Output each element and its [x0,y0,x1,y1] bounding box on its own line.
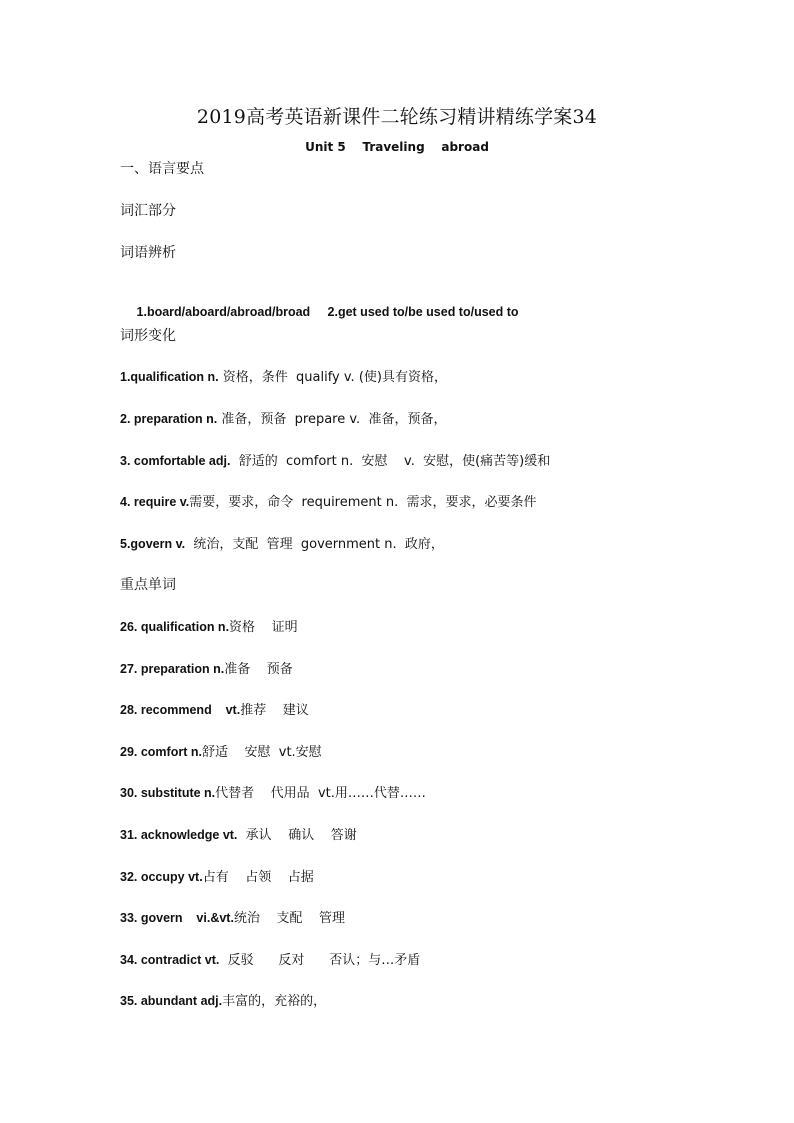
key-word-term: 33. govern vi.&vt. [120,911,234,925]
word-form-item [120,452,760,471]
word-form-meaning: 舒适的 comfort n. 安慰 v. 安慰，使(痛苦等)缓和 [230,454,551,469]
key-word-term: 31. acknowledge vt. [120,828,238,842]
word-form-meaning: 资格，条件 qualify v. (使)具有资格， [218,370,447,385]
key-word-term: 32. occupy vt. [120,870,203,884]
section-word-forms: 词形变化 [120,328,176,344]
section-vocabulary: 词汇部分 [120,203,176,219]
key-word-item [120,951,760,970]
document-title: 2019高考英语新课件二轮练习精讲精练学案34 [196,106,598,128]
key-word-meaning: 承认 确认 答谢 [237,828,357,843]
key-word-meaning: 统治 支配 管理 [233,911,345,926]
key-word-item [120,909,760,928]
section-key-words: 重点单词 [120,577,176,593]
key-word-item [120,992,760,1011]
key-word-item [120,701,760,720]
key-word-meaning: 舒适 安慰 vt.安慰 [201,745,322,760]
key-word-item [120,826,760,845]
word-form-term: 5.govern v. [120,537,186,551]
word-form-meaning: 准备，预备 prepare v. 准备，预备， [217,412,447,427]
key-word-term: 35. abundant adj. [120,994,223,1008]
key-word-item [120,743,760,762]
key-word-item [120,660,760,679]
key-word-meaning: 占有 占领 占据 [202,870,314,885]
word-form-item [120,410,760,429]
word-form-term: 2. preparation n. [120,412,218,426]
key-word-meaning: 准备 预备 [224,662,293,677]
word-form-term: 1.qualification n. [120,370,219,384]
key-word-term: 28. recommend vt. [120,703,241,717]
key-word-term: 34. contradict vt. [120,953,220,967]
key-word-meaning: 资格 证明 [229,620,298,635]
section-word-discrimination: 词语辨析 [120,245,176,261]
key-word-term: 29. comfort n. [120,745,202,759]
key-word-meaning: 丰富的，充裕的， [222,994,327,1009]
word-form-item [120,368,760,387]
word-form-item [120,535,760,554]
word-form-term: 4. require v. [120,495,190,509]
key-word-item [120,868,760,887]
section-language-points: 一、语言要点 [120,161,204,177]
key-word-item [120,784,760,803]
key-word-meaning: 推荐 建议 [240,703,309,718]
word-form-term: 3. comfortable adj. [120,454,231,468]
word-form-meaning: 需要，要求，命令 requirement n. 需求，要求，必要条件 [189,495,537,510]
key-word-term: 26. qualification n. [120,620,230,634]
key-word-term: 27. preparation n. [120,662,225,676]
word-form-item [120,493,760,512]
unit-subtitle: Unit 5 Traveling abroad [305,140,489,154]
discrimination-terms: 1.board/aboard/abroad/broad 2.get used to/be used to/used to [136,305,519,319]
key-word-item [120,618,760,637]
key-word-meaning: 反驳 反对 否认；与…矛盾 [219,953,421,968]
key-word-meaning: 代替者 代用品 vt.用……代替…… [215,786,426,801]
word-form-meaning: 统治，支配 管理 government n. 政府， [185,537,444,552]
key-word-term: 30. substitute n. [120,786,216,800]
